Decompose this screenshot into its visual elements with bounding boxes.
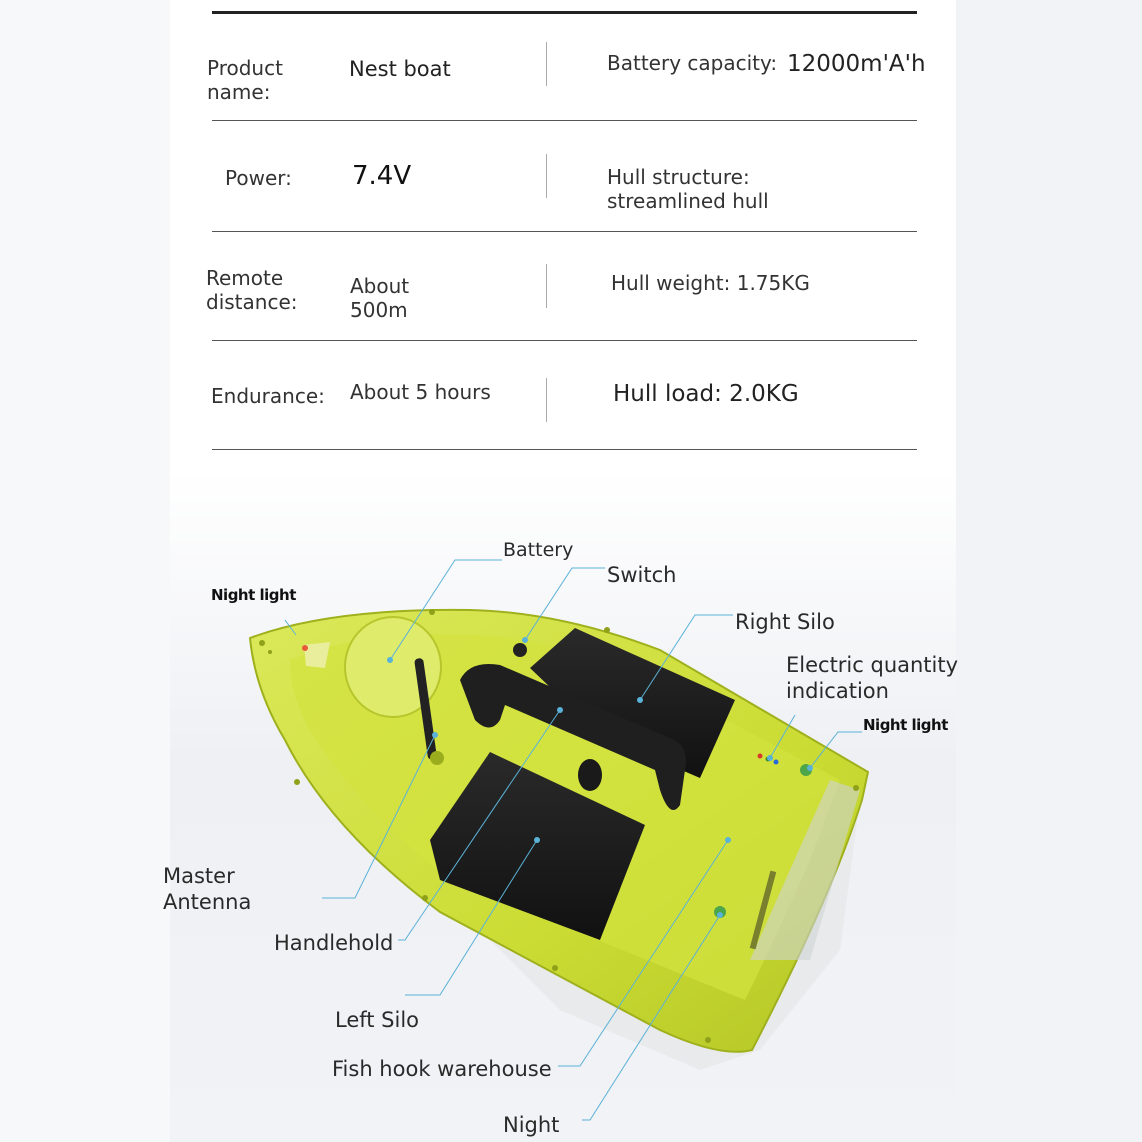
callout-electric-quantity: Electric quantity indication xyxy=(786,653,959,703)
callout-switch: Switch xyxy=(607,563,677,587)
callout-handlehold: Handlehold xyxy=(274,931,394,955)
spec-label-product-name: Product name: xyxy=(207,56,283,104)
callout-right-silo: Right Silo xyxy=(735,610,835,634)
spec-label-battery-capacity: Battery capacity: xyxy=(607,51,778,75)
spec-hull-structure: Hull structure: streamlined hull xyxy=(607,165,769,213)
spec-hull-load: Hull load: 2.0KG xyxy=(613,381,799,407)
callout-battery: Battery xyxy=(503,539,574,561)
spec-value-remote-distance: About 500m xyxy=(350,274,410,322)
spec-value-battery-capacity: 12000m'A'h xyxy=(787,51,926,77)
callout-fish-hook-warehouse: Fish hook warehouse xyxy=(332,1057,552,1081)
switch-knob xyxy=(513,643,527,657)
callout-night-light-rear: Night light xyxy=(863,716,948,734)
callout-night: Night xyxy=(503,1113,560,1137)
hook-compartment-knob xyxy=(578,759,602,791)
callout-left-silo: Left Silo xyxy=(335,1008,420,1032)
spec-value-power: 7.4V xyxy=(352,161,412,191)
spec-value-endurance: About 5 hours xyxy=(350,380,491,404)
callout-master-antenna: Master Antenna xyxy=(163,864,252,914)
spec-label-power: Power: xyxy=(225,166,292,190)
callout-night-light-front: Night light xyxy=(211,586,296,604)
spec-label-remote-distance: Remote distance: xyxy=(206,266,298,314)
spec-hull-weight: Hull weight: 1.75KG xyxy=(611,271,810,295)
spec-label-endurance: Endurance: xyxy=(211,384,325,408)
spec-value-product-name: Nest boat xyxy=(349,57,451,81)
